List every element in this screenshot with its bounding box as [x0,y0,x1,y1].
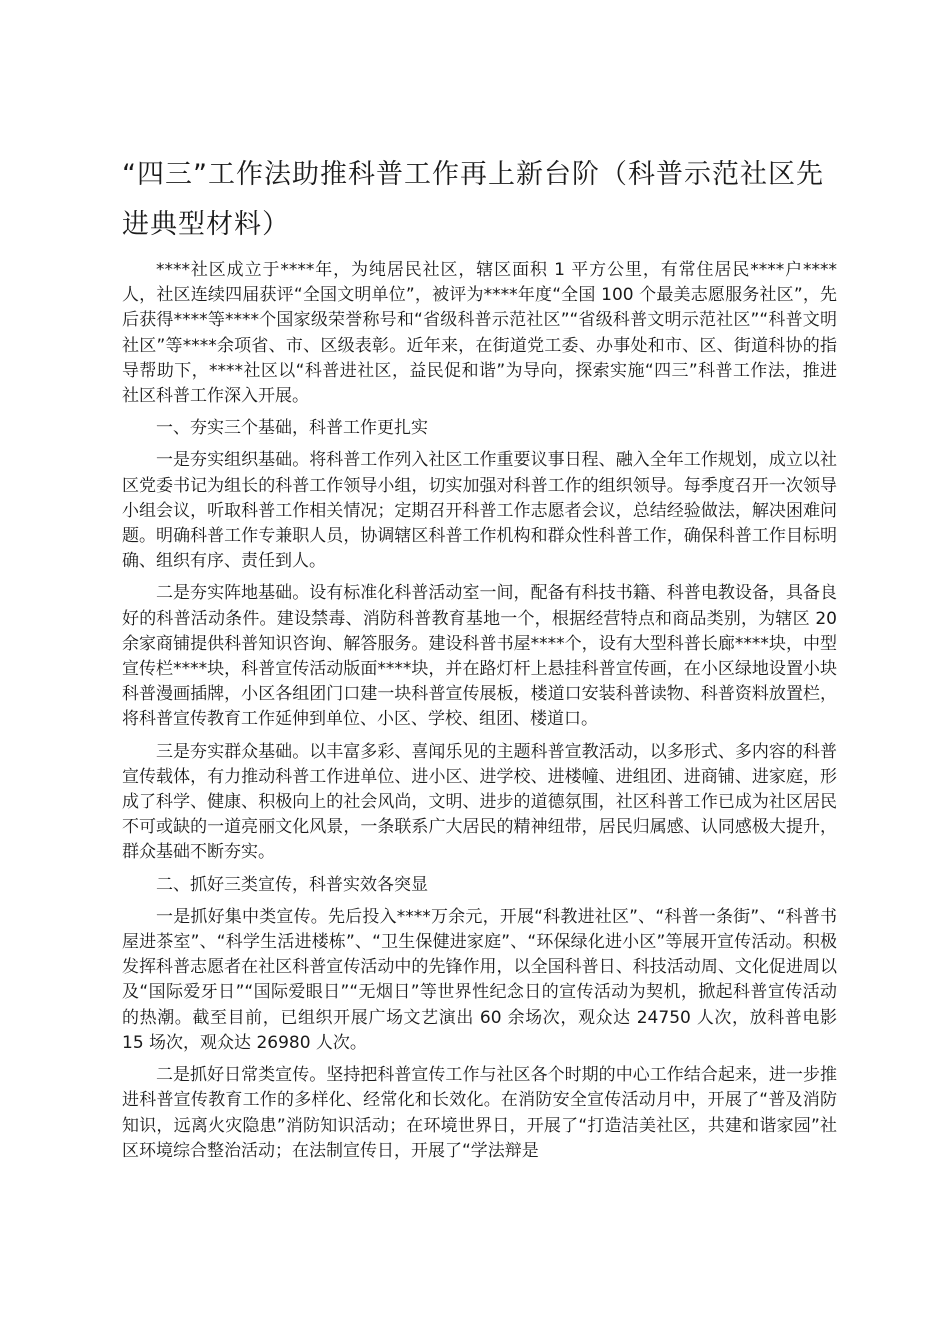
paragraph-daily-publicity: 二是抓好日常类宣传。坚持把科普宣传工作与社区各个时期的中心工作结合起来，进一步推进科普宣传教育工作的多样化、经常化和长效化。在消防安全宣传活动月中，开展了“普及消防知识，远离火灾隐患”消防知识活动；在环境世界日，开展了“打造洁美社区，共建和谐家园”社区环境综合整治活动；在法制宣传日，开展了“学法辩是 [122,1065,837,1161]
paragraph-organization-foundation: 一是夯实组织基础。将科普工作列入社区工作重要议事日程、融入全年工作规划，成立以社区党委书记为组长的科普工作领导小组，切实加强对科普工作的组织领导。每季度召开一次领导小组会议，听取科普工作相关情况；定期召开科普工作志愿者会议，总结经验做法，解决困难问题。明确科普工作专兼职人员，协调辖区科普工作机构和群众性科普工作，确保科普工作目标明确、组织有序、责任到人。 [122,450,837,572]
document-title: “四三”工作法助推科普工作再上新台阶（科普示范社区先进典型材料） [122,159,824,240]
paragraph-facility-foundation: 二是夯实阵地基础。设有标准化科普活动室一间，配备有科技书籍、科普电教设备，具备良好的科普活动条件。建设禁毒、消防科普教育基地一个，根据经营特点和商品类别，为辖区 20 余家商铺提供科普知识咨询、解答服务。建设科普书屋****个，设有大型科普长廊****块，中型宣传栏****块，科普宣传活动版面****块，并在路灯杆上悬挂科普宣传画，在小区绿地设置小块科普漫画插牌，小区各组团门口建一块科普宣传展板，楼道口安装科普读物、科普资料放置栏，将科普宣传教育工作延伸到单位、小区、学校、组团、楼道口。 [122,583,837,730]
paragraph-public-foundation: 三是夯实群众基础。以丰富多彩、喜闻乐见的主题科普宣教活动，以多形式、多内容的科普宣传载体，有力推动科普工作进单位、进小区、进学校、进楼幢、进组团、进商铺、进家庭，形成了科学、健康、积极向上的社会风尚，文明、进步的道德氛围，社区科普工作已成为社区居民不可或缺的一道亮丽文化风景，一条联系广大居民的精神纽带，居民归属感、认同感极大提升，群众基础不断夯实。 [122,741,837,863]
paragraph-intro: ****社区成立于****年，为纯居民社区，辖区面积 1 平方公里，有常住居民****户****人，社区连续四届获评“全国文明单位”，被评为****年度“全国 100 个最美志愿服务社区”，先后获得****等****个国家级荣誉称号和“省级科普示范社区”“省级科普文明示范社区”“科普文明社区”等****余项省、市、区级表彰。近年来，在街道党工委、办事处和市、区、街道科协的指导帮助下，****社区以“科普进社区，益民促和谐”为导向，探索实施“四三”科普工作法，推进社区科普工作深入开展。 [122,260,837,407]
section-heading-1: 一、夯实三个基础，科普工作更扎实 [156,418,428,439]
document-body [122,258,837,1171]
paragraph-centralized-publicity: 一是抓好集中类宣传。先后投入****万余元，开展“科教进社区”、“科普一条街”、“科普书屋进茶室”、“科学生活进楼栋”、“卫生保健进家庭”、“环保绿化进小区”等展开宣传活动。积极发挥科普志愿者在社区科普宣传活动中的先锋作用，以全国科普日、科技活动周、文化促进周以及“国际爱牙日”“国际爱眼日”“无烟日”等世界性纪念日的宣传活动为契机，掀起科普宣传活动的热潮。截至目前，已组织开展广场文艺演出 60 余场次，观众达 24750 人次，放科普电影 15 场次，观众达 26980 人次。 [122,906,837,1053]
section-heading-2: 二、抓好三类宣传，科普实效各突显 [156,874,428,895]
